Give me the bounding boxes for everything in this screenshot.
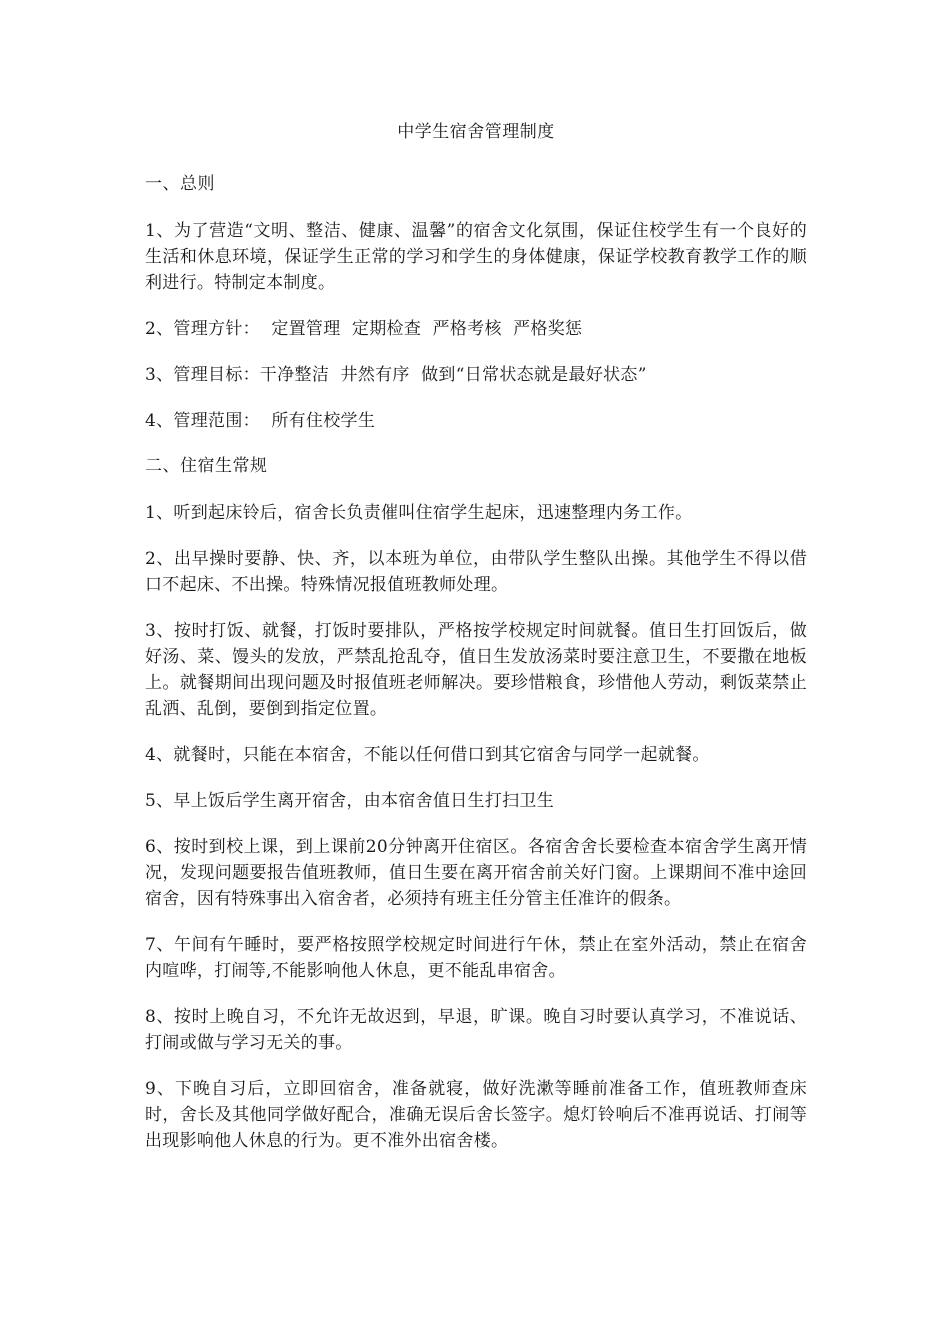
document-title: 中学生宿舍管理制度 xyxy=(397,122,555,142)
rule-item-8: 8、按时上晚自习，不允许无故迟到，早退，旷课。晚自习时要认真学习，不准说话、打闹或做与学习无关的事。 xyxy=(145,1007,807,1053)
general-item-3: 3、管理目标：干净整洁 井然有序 做到“日常状态就是最好状态” xyxy=(145,365,647,385)
rule-item-4: 4、就餐时，只能在本宿舍，不能以任何借口到其它宿舍与同学一起就餐。 xyxy=(145,745,710,765)
section-heading-resident-rules: 二、住宿生常规 xyxy=(145,456,268,476)
general-item-2: 2、管理方针： 定置管理 定期检查 严格考核 严格奖惩 xyxy=(145,319,583,339)
rule-item-7: 7、午间有午睡时，要严格按照学校规定时间进行午休，禁止在室外活动，禁止在宿舍内喧哗，打闹等,不能影响他人休息，更不能乱串宿舍。 xyxy=(145,935,807,981)
general-item-4: 4、管理范围： 所有住校学生 xyxy=(145,411,376,431)
general-item-1: 1、为了营造“文明、整洁、健康、温馨”的宿舍文化氛围，保证住校学生有一个良好的生活和休息环境，保证学生正常的学习和学生的身体健康，保证学校教育教学工作的顺利进行。特制定本制度。 xyxy=(145,221,807,293)
document-body xyxy=(145,120,807,1174)
rule-item-2: 2、出早操时要静、快、齐，以本班为单位，由带队学生整队出操。其他学生不得以借口不起床、不出操。特殊情况报值班教师处理。 xyxy=(145,549,807,595)
rule-item-9: 9、下晚自习后，立即回宿舍，准备就寝，做好洗漱等睡前准备工作，值班教师查床时，舍长及其他同学做好配合，准确无误后舍长签字。熄灯铃响后不准再说话、打闹等出现影响他人休息的行为。更不准外出宿舍楼。 xyxy=(145,1079,807,1151)
rule-item-6: 6、按时到校上课，到上课前20分钟离开住宿区。各宿舍舍长要检查本宿舍学生离开情况，发现问题要报告值班教师，值日生要在离开宿舍前关好门窗。上课期间不准中途回宿舍，因有特殊事出入宿舍者，必须持有班主任分管主任准许的假条。 xyxy=(145,837,807,909)
rule-item-3: 3、按时打饭、就餐，打饭时要排队，严格按学校规定时间就餐。值日生打回饭后，做好汤、菜、馒头的发放，严禁乱抢乱夺，值日生发放汤菜时要注意卫生，不要撒在地板上。就餐期间出现问题及时报值班老师解决。要珍惜粮食，珍惜他人劳动，剩饭菜禁止乱洒、乱倒，要倒到指定位置。 xyxy=(145,621,807,719)
rule-item-1: 1、听到起床铃后，宿舍长负责催叫住宿学生起床，迅速整理内务工作。 xyxy=(145,503,693,523)
rule-item-5: 5、早上饭后学生离开宿舍，由本宿舍值日生打扫卫生 xyxy=(145,791,555,811)
section-heading-general: 一、总则 xyxy=(145,174,215,194)
